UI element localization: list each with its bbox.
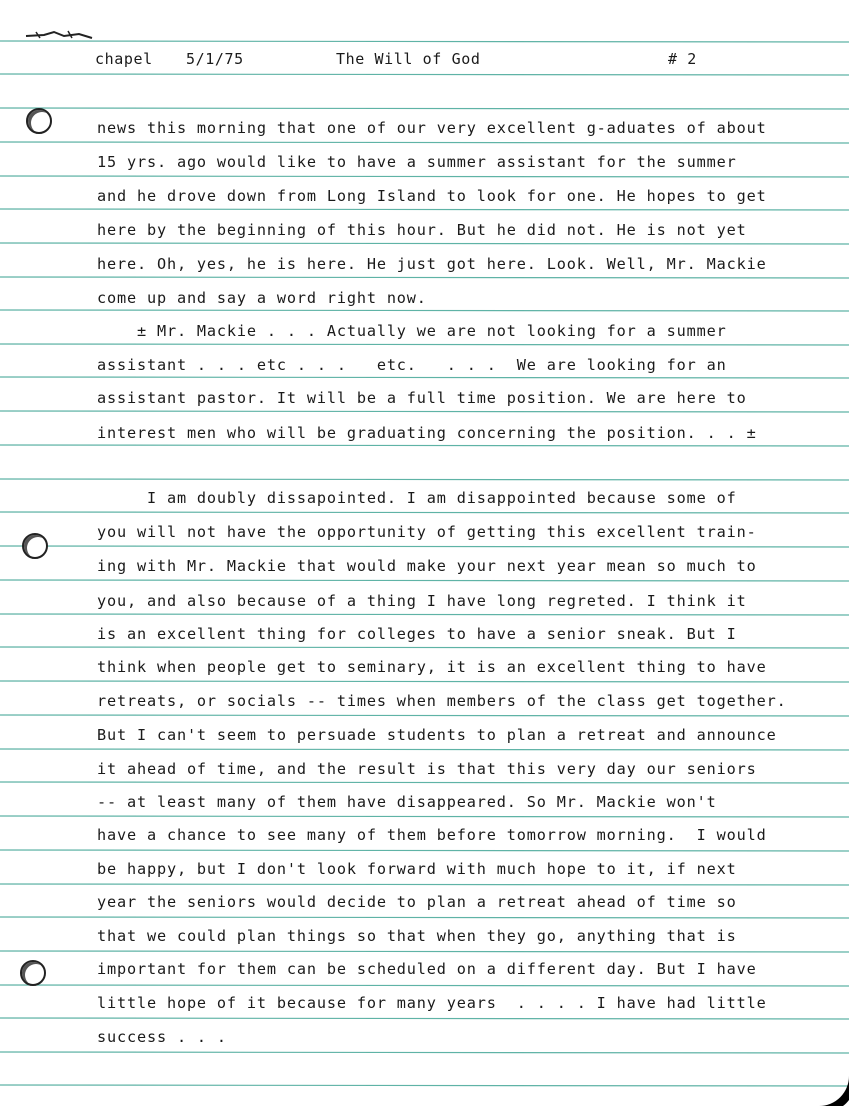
ruled-line [0,546,849,547]
scribble-mark [24,26,94,42]
ruled-line [0,176,849,177]
text-line: that we could plan things so that when they go, anything that is [97,927,737,945]
ruled-line [0,411,849,412]
ruled-line [0,850,849,851]
ruled-line [0,580,849,581]
text-line: success . . . [97,1028,227,1046]
text-line: you will not have the opportunity of getting this excellent train- [97,523,757,541]
text-line: news this morning that one of our very excellent g-aduates of about [97,119,767,137]
ruled-line [0,951,849,952]
ruled-line [0,479,849,480]
text-line: have a chance to see many of them before tomorrow morning. I would [97,826,767,844]
ruled-line [0,647,849,648]
ruled-line [0,614,849,615]
text-line: assistant pastor. It will be a full time position. We are here to [97,389,747,407]
text-line: year the seniors would decide to plan a retreat ahead of time so [97,893,737,911]
ruled-line [0,243,849,244]
text-line: little hope of it because for many years . . . . I have had little [97,994,767,1012]
ruled-line [0,1085,849,1086]
binder-hole-bottom [20,960,46,986]
header-page-number: # 2 [668,50,697,68]
ruled-line [0,108,849,109]
text-line: come up and say a word right now. [97,289,427,307]
binder-hole-top [26,108,52,134]
ruled-line [0,142,849,143]
text-line: I am doubly dissapointed. I am disappointed because some of [97,489,737,507]
text-line: here. Oh, yes, he is here. He just got here. Look. Well, Mr. Mackie [97,255,767,273]
ruled-line [0,681,849,682]
header-title: The Will of God [336,50,481,68]
text-line: and he drove down from Long Island to look for one. He hopes to get [97,187,767,205]
ruled-line [0,512,849,513]
text-line: -- at least many of them have disappeared. So Mr. Mackie won't [97,793,717,811]
text-line: important for them can be scheduled on a different day. But I have [97,960,757,978]
ruled-line [0,749,849,750]
header-date: 5/1/75 [186,50,244,68]
ruled-line [0,277,849,278]
header-left: chapel [95,50,153,68]
text-line: assistant . . . etc . . . etc. . . . We are looking for an [97,356,727,374]
text-line: think when people get to seminary, it is an excellent thing to have [97,658,767,676]
ruled-line [0,985,849,986]
text-line: here by the beginning of this hour. But he did not. He is not yet [97,221,747,239]
ruled-line [0,1052,849,1053]
ruled-line [0,782,849,783]
text-line: is an excellent thing for colleges to have a senior sneak. But I [97,625,737,643]
text-line: 15 yrs. ago would like to have a summer assistant for the summer [97,153,737,171]
ruled-line [0,1018,849,1019]
ruled-line [0,310,849,311]
binder-hole-middle [22,533,48,559]
text-line: it ahead of time, and the result is that this very day our seniors [97,760,757,778]
ruled-line [0,377,849,378]
ruled-line [0,917,849,918]
text-line: be happy, but I don't look forward with much hope to it, if next [97,860,737,878]
ruled-line [0,344,849,345]
text-line: ± Mr. Mackie . . . Actually we are not looking for a summer [97,322,727,340]
text-line: you, and also because of a thing I have long regreted. I think it [97,592,747,610]
text-line: But I can't seem to persuade students to plan a retreat and announce [97,726,777,744]
text-line: interest men who will be graduating concerning the position. . . ± [97,424,757,442]
ruled-line [0,715,849,716]
ruled-line [0,41,849,42]
ruled-line [0,74,849,75]
ruled-line [0,816,849,817]
text-line: retreats, or socials -- times when members of the class get together. [97,692,787,710]
ruled-line [0,884,849,885]
ruled-line [0,209,849,210]
text-line: ing with Mr. Mackie that would make your next year mean so much to [97,557,757,575]
ruled-line [0,445,849,446]
